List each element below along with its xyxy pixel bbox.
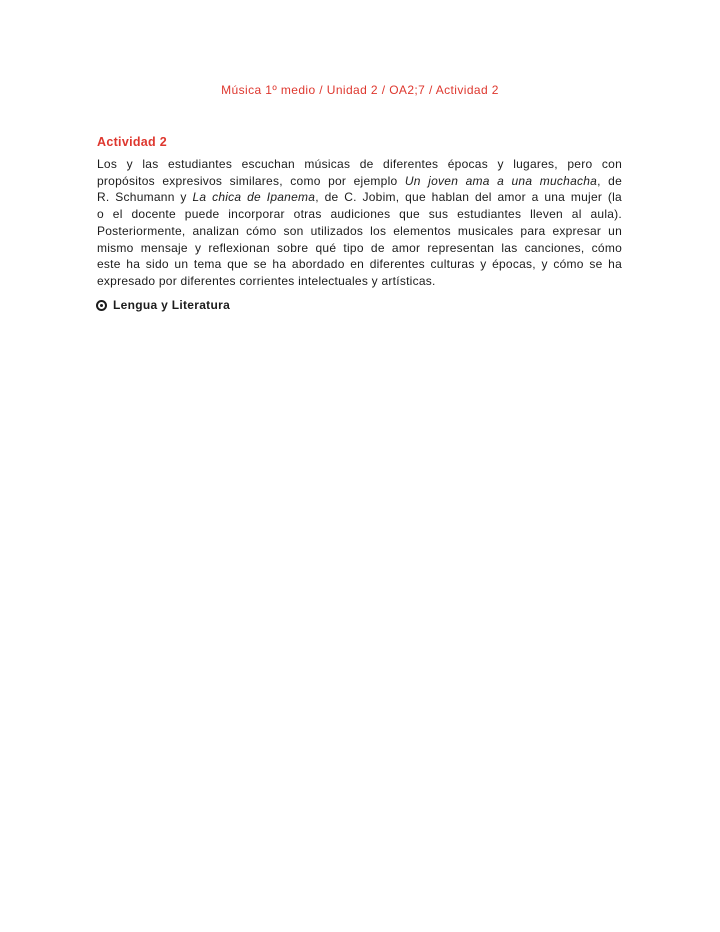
paragraph-line: mismo mensaje y reflexionan sobre qué tipo de amor representan las canciones, cómo (97, 240, 622, 255)
fisheye-circle-icon (96, 300, 107, 311)
paragraph-line: expresado por diferentes corrientes intelectuales y artísticas. (97, 273, 436, 288)
paragraph-line: Posteriormente, analizan cómo son utilizados los elementos musicales para expresar un (97, 223, 622, 238)
paragraph-line: Los y las estudiantes escuchan músicas de diferentes épocas y lugares, pero con (97, 157, 622, 171)
paragraph-line: R. Schumann y La chica de Ipanema, de C. Jobim, que hablan del amor a una mujer (la (97, 190, 622, 205)
paragraph-line: propósitos expresivos similares, como por ejemplo Un joven ama a una muchacha, de (97, 173, 623, 188)
paragraph-line: este ha sido un tema que se ha abordado en diferentes culturas y épocas, y cómo se ha (97, 257, 622, 272)
activity-title: Actividad 2 (97, 135, 167, 149)
breadcrumb: Música 1º medio / Unidad 2 / OA2;7 / Actividad 2 (221, 83, 499, 97)
subject-link-label: Lengua y Literatura (113, 298, 231, 312)
subject-link (96, 298, 230, 312)
paragraph-line: o el docente puede incorporar otras audiciones que sus estudiantes lleven al aula). (97, 207, 622, 222)
activity-description (97, 156, 622, 290)
